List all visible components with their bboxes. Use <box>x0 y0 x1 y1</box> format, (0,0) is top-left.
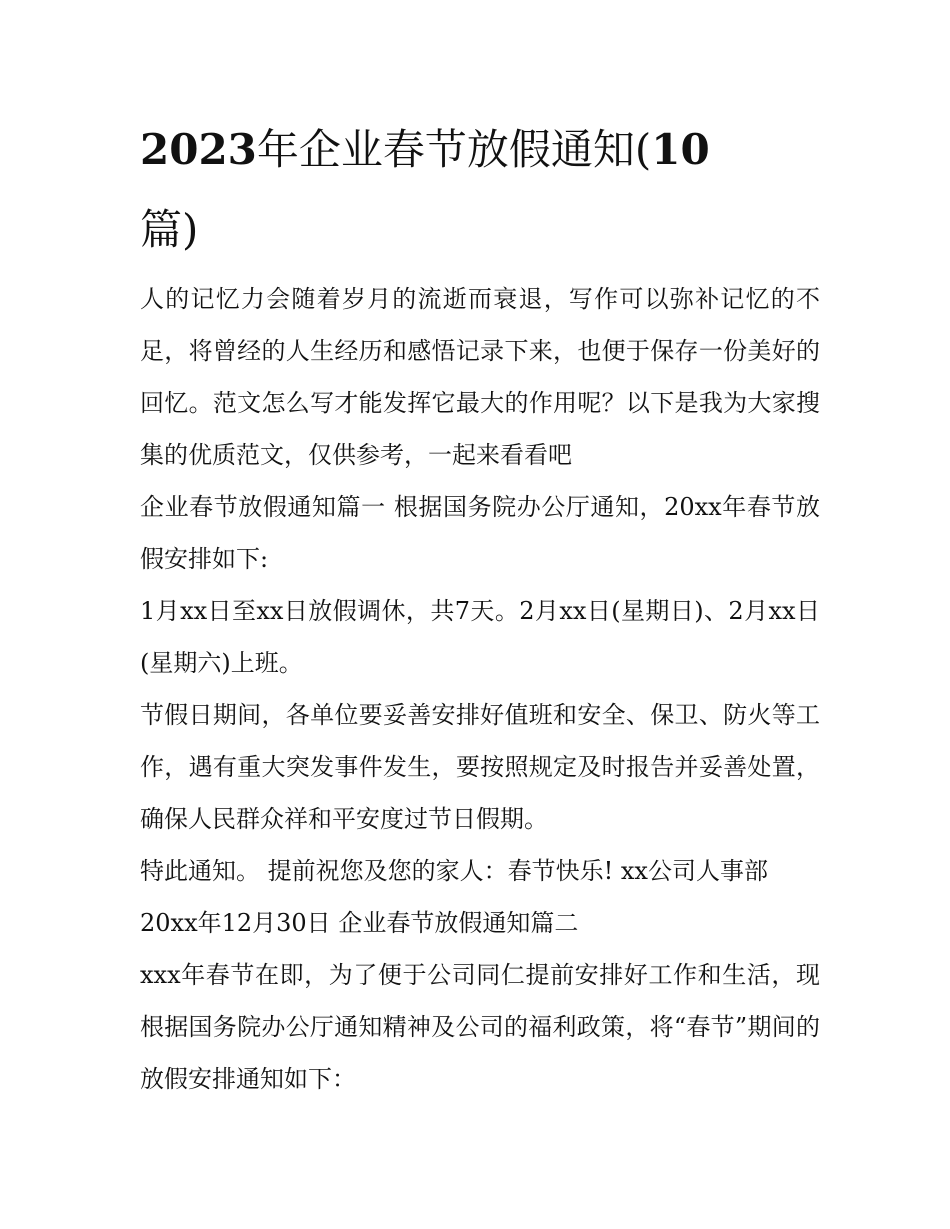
title-count: 10 <box>651 125 710 174</box>
intro-paragraph: 人的记忆力会随着岁月的流逝而衰退，写作可以弥补记忆的不足，将曾经的人生经历和感悟记录下来，也便于保存一份美好的回忆。范文怎么写才能发挥它最大的作用呢？以下是我为大家搜集的优质范文，仅供参考，一起来看看吧 <box>140 285 820 469</box>
title-suffix: 篇) <box>140 205 199 254</box>
holiday-dates-paragraph: 1月xx日至xx日放假调休，共7天。2月xx日(星期日)、2月xx日(星期六)上班。 <box>140 597 820 677</box>
date-and-notice-two-heading-paragraph: 20xx年12月30日 企业春节放假通知篇二 <box>140 909 579 937</box>
document-title <box>140 110 820 270</box>
closing-greeting-paragraph: 特此通知。 提前祝您及您的家人：春节快乐! xx公司人事部 <box>140 857 768 885</box>
notice-two-intro-paragraph: xxx年春节在即，为了便于公司同仁提前安排好工作和生活，现根据国务院办公厅通知精神及公司的福利政策，将“春节”期间的放假安排通知如下： <box>140 961 820 1093</box>
document-body <box>140 273 820 1105</box>
title-year: 2023 <box>140 125 257 174</box>
notice-one-heading-paragraph: 企业春节放假通知篇一 根据国务院办公厅通知，20xx年春节放假安排如下: <box>140 493 820 573</box>
title-text: 年企业春节放假通知( <box>256 125 652 174</box>
safety-duty-paragraph: 节假日期间，各单位要妥善安排好值班和安全、保卫、防火等工作，遇有重大突发事件发生，要按照规定及时报告并妥善处置，确保人民群众祥和平安度过节日假期。 <box>140 701 820 833</box>
